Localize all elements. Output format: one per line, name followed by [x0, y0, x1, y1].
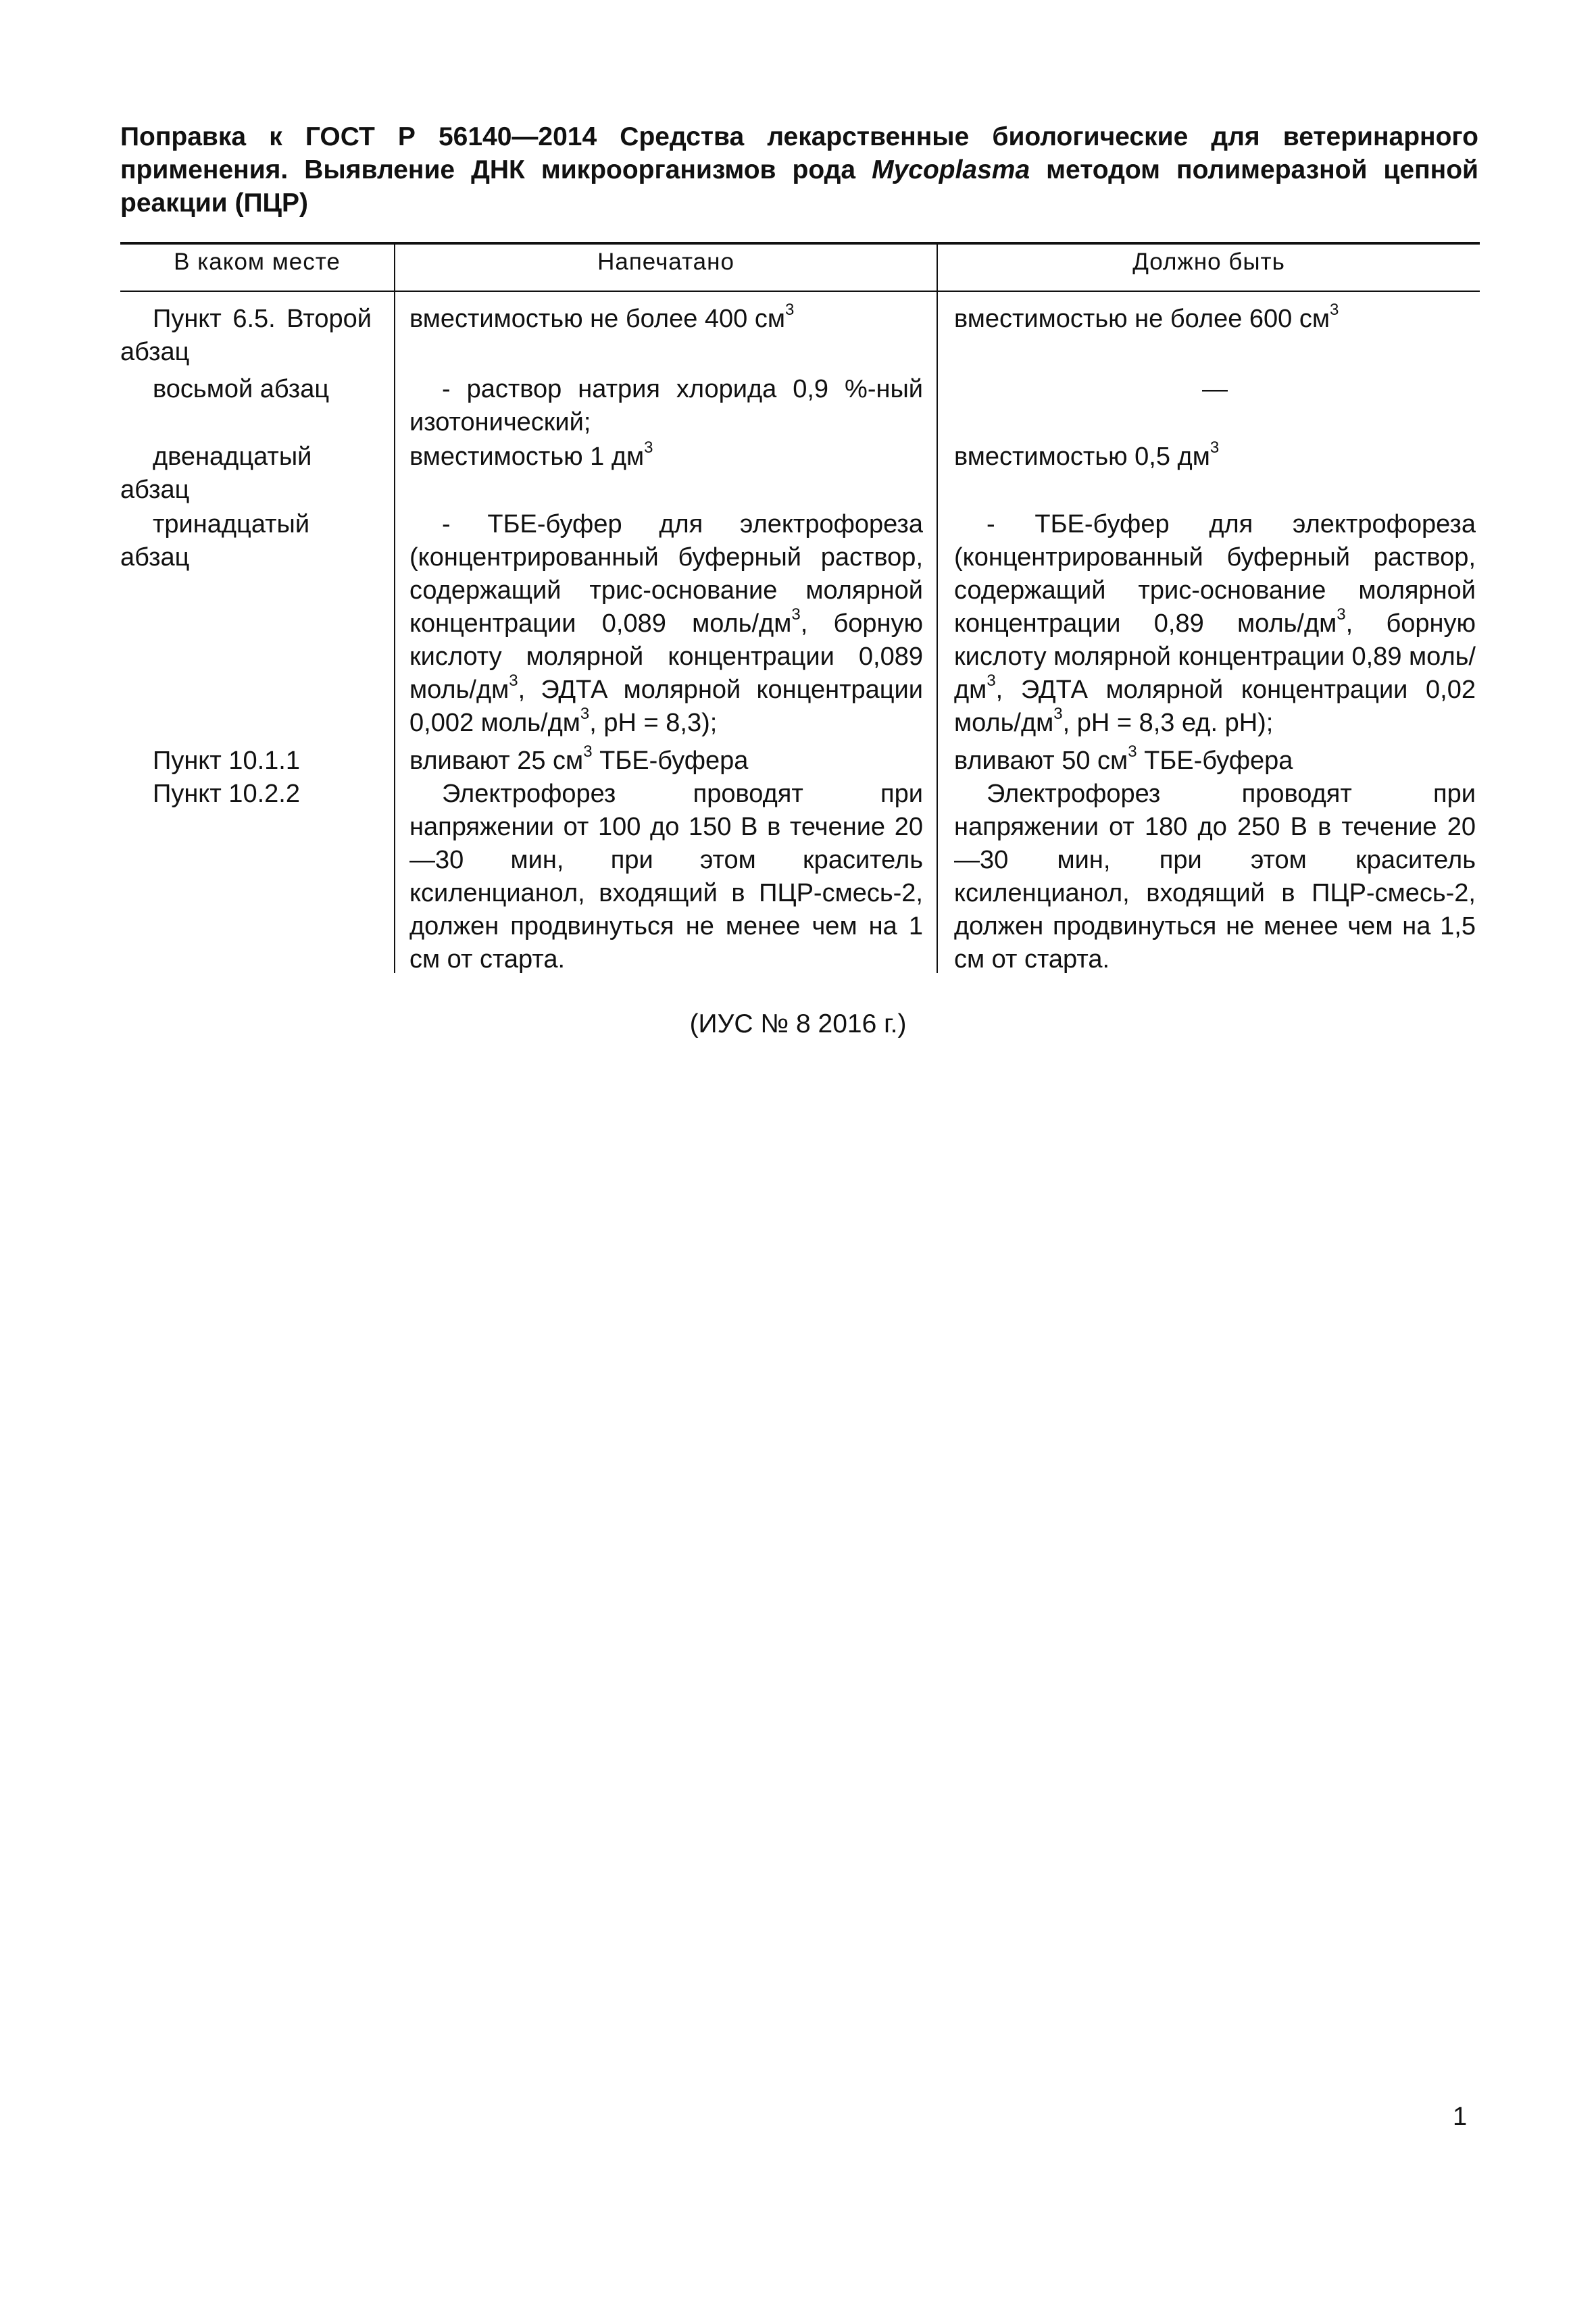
document-title [120, 120, 1478, 220]
row5-correct: вливают 50 $см^3$ ТБЕ-буфера [954, 743, 1293, 775]
row2-correct: — [1202, 375, 1228, 403]
column-divider-2 [937, 243, 938, 973]
table-top-rule [120, 242, 1480, 245]
row6-printed: Электрофорез проводят при напряжении от 100 до 150 В в течение 20—30 мин, при этом краситель ксиленцианол, входящий в ПЦР-смесь-2, должен продвинуться не менее чем на 1 см от старта. [409, 780, 923, 974]
ius-reference: (ИУС № 8 2016 г.) [689, 1009, 907, 1038]
page-number: 1 [1453, 2103, 1468, 2131]
row3-correct: вместимостью 0,5 $дм^3$ [954, 438, 1220, 471]
row6-correct: Электрофорез проводят при напряжении от 180 до 250 В в течение 20—30 мин, при этом краситель ксиленцианол, входящий в ПЦР-смесь-2, должен продвинуться не менее чем на 1,5 см от старта. [954, 780, 1476, 974]
row4-printed: - ТБЕ-буфер для электрофореза (концентрированный буферный раствор, содержащий трис-основание молярной концентрации 0,089 моль/$дм^3$, борную кислоту молярной концентрации 0,089 моль/$дм^3$, ЭДТА молярной концентрации 0,002 моль/$дм^3$, pH = 8,3); [409, 510, 923, 737]
row5-printed: вливают 25 $см^3$ ТБЕ-буфера [409, 743, 749, 775]
row2-where: восьмой абзац [153, 375, 330, 403]
title-text: Поправка к ГОСТ Р 56140—2014 Средства лекарственные биологические для ветеринарного применения. Выявление ДНК микроорганизмов рода [120, 122, 1478, 184]
row4-where: тринадцатый абзац [120, 510, 310, 572]
row5-where: Пункт 10.1.1 [153, 747, 300, 775]
row1-printed: вместимостью не более 400 $см^3$ [409, 301, 795, 333]
header-where: В каком месте [174, 249, 341, 275]
row3-where: двенадцатый абзац [120, 443, 312, 504]
row3-printed: вместимостью 1 $дм^3$ [409, 438, 653, 471]
row6-where: Пункт 10.2.2 [153, 780, 300, 808]
row1-correct: вместимостью не более 600 $см^3$ [954, 301, 1339, 333]
row2-printed: - раствор натрия хлорида 0,9 %-ный изотонический; [409, 375, 923, 436]
title-italic-genus: Mycoplasma [872, 155, 1030, 184]
header-correct: Должно быть [1132, 249, 1285, 275]
row1-where: Пункт 6.5. Второй абзац [120, 305, 372, 366]
title-text-end: методом полимеразной цепной реакции (ПЦР) [120, 155, 1479, 218]
header-printed: Напечатано [597, 249, 734, 275]
table-header-rule [120, 291, 1480, 292]
column-divider-1 [394, 243, 395, 973]
row4-correct: - ТБЕ-буфер для электрофореза (концентрированный буферный раствор, содержащий трис-основание молярной концентрации 0,89 моль/$дм^3$, борную кислоту молярной концентрации 0,89 моль/$дм^3$, ЭДТА молярной концентрации 0,02 моль/$дм^3$, pH = 8,3 ед. pH); [954, 510, 1476, 737]
